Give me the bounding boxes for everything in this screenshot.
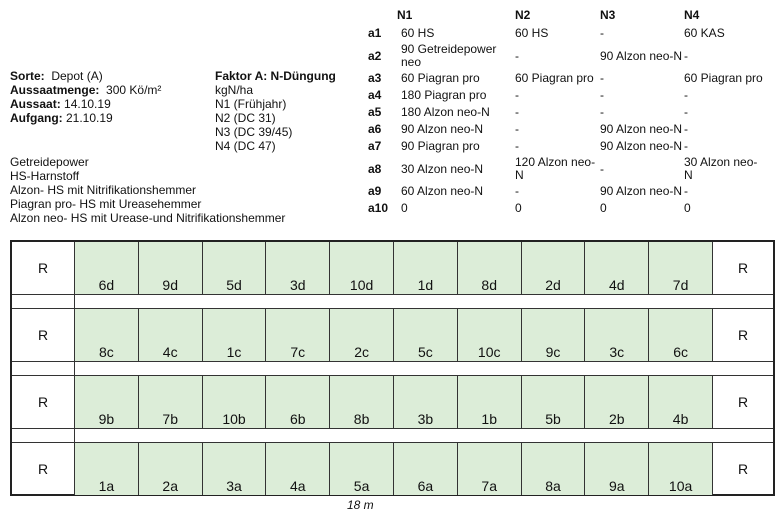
aussaatmenge-value: 300 Kö/m² <box>106 83 162 97</box>
field-width-label: 18 m <box>347 498 374 512</box>
cell-n3: 90 Alzon neo-N <box>600 139 683 153</box>
cell-n2: - <box>515 184 519 198</box>
plot-cell: 10a <box>649 443 713 495</box>
table-row <box>368 183 764 200</box>
table-row <box>368 42 764 70</box>
plot-cell: 9a <box>585 443 649 495</box>
plot-cell: 4a <box>266 443 330 495</box>
trial-info <box>10 69 161 125</box>
cell-n3: - <box>600 71 604 85</box>
row-key: a7 <box>368 139 382 153</box>
plot-cell: 8d <box>458 242 522 294</box>
row-key: a5 <box>368 105 382 119</box>
border-plot-right: R <box>712 242 773 294</box>
border-plot-right: R <box>712 309 773 361</box>
plot-cell: 6a <box>394 443 458 495</box>
cell-n1: 60 HS <box>401 26 435 40</box>
sorte-label: Sorte: <box>10 69 45 83</box>
plot-row <box>12 443 773 495</box>
plot-cell: 6b <box>266 376 330 428</box>
plot-cell: 5c <box>394 309 458 361</box>
cell-n1: 90 Getreidepower neo <box>401 42 497 69</box>
cell-n3: 90 Alzon neo-N <box>600 48 683 63</box>
cell-n4: - <box>684 184 688 198</box>
aussaat-value: 14.10.19 <box>64 97 111 111</box>
cell-n1: 60 Alzon neo-N <box>401 184 484 198</box>
fertilization-table <box>368 9 764 217</box>
row-key: a1 <box>368 26 382 40</box>
plot-cell: 10d <box>330 242 394 294</box>
table-row <box>368 104 764 121</box>
cell-n4: - <box>684 122 688 136</box>
cell-n2: - <box>515 88 519 102</box>
plot-cell: 8a <box>522 443 586 495</box>
plot-cell: 2c <box>330 309 394 361</box>
plot-cell: 10b <box>203 376 267 428</box>
cell-n1: 90 Alzon neo-N <box>401 122 484 136</box>
cell-n2: - <box>515 139 519 153</box>
plot-cell: 1d <box>394 242 458 294</box>
cell-n2: 120 Alzon neo-N <box>515 155 596 182</box>
plot-cell: 2b <box>585 376 649 428</box>
cell-n3: 0 <box>600 201 607 215</box>
path-gap-cell <box>12 294 75 309</box>
plot-cell: 6c <box>649 309 713 361</box>
plot-row <box>12 242 773 294</box>
aufgang-value: 21.10.19 <box>66 111 113 125</box>
plot-cell: 3a <box>203 443 267 495</box>
plot-cell: 4c <box>139 309 203 361</box>
cell-n3: - <box>600 105 604 119</box>
plot-row <box>12 376 773 428</box>
cell-n3: - <box>600 26 604 40</box>
table-row <box>368 200 764 217</box>
cell-n2: 60 HS <box>515 26 549 40</box>
path-gap <box>12 361 773 376</box>
plot-cell: 9c <box>522 309 586 361</box>
factor-line: N4 (DC 47) <box>215 139 276 153</box>
plot-cell: 2a <box>139 443 203 495</box>
header-n2: N2 <box>515 8 531 22</box>
plot-cell: 1a <box>75 443 139 495</box>
cell-n2: 60 Piagran pro <box>515 71 594 85</box>
legend-item: Piagran pro- HS mit Ureasehemmer <box>10 197 202 211</box>
factor-line: N3 (DC 39/45) <box>215 125 293 139</box>
legend-item: Alzon- HS mit Nitrifikationshemmer <box>10 183 197 197</box>
aussaatmenge-label: Aussaatmenge: <box>10 83 100 97</box>
path-gap <box>12 294 773 309</box>
header-n4: N4 <box>684 8 700 22</box>
sorte-value: Depot (A) <box>51 69 103 83</box>
table-row <box>368 155 764 183</box>
legend-item: Getreidepower <box>10 155 89 169</box>
border-plot-right: R <box>712 376 773 428</box>
cell-n2: - <box>515 105 519 119</box>
plot-cell: 3d <box>266 242 330 294</box>
path-gap-cell <box>12 361 75 376</box>
border-plot-left: R <box>12 443 75 495</box>
table-row <box>368 25 764 42</box>
path-gap <box>12 428 773 443</box>
table-header-row <box>368 9 764 25</box>
cell-n4: 60 Piagran pro <box>684 71 763 85</box>
header-n1: N1 <box>397 8 413 22</box>
table-row <box>368 138 764 155</box>
plot-cell: 7d <box>649 242 713 294</box>
plot-cell: 5a <box>330 443 394 495</box>
plot-cell: 2d <box>522 242 586 294</box>
plot-row <box>12 309 773 361</box>
plot-cell: 9d <box>139 242 203 294</box>
row-key: a8 <box>368 161 382 176</box>
plot-cell: 1b <box>458 376 522 428</box>
product-legend <box>10 155 285 225</box>
factor-title: Faktor A: N-Düngung <box>215 69 336 83</box>
plot-cell: 3c <box>585 309 649 361</box>
cell-n4: - <box>684 48 688 63</box>
cell-n3: 90 Alzon neo-N <box>600 122 683 136</box>
factor-unit: kgN/ha <box>215 83 254 97</box>
plot-cell: 7c <box>266 309 330 361</box>
aussaat-label: Aussaat: <box>10 97 61 111</box>
cell-n2: - <box>515 122 519 136</box>
row-key: a4 <box>368 88 382 102</box>
cell-n4: - <box>684 88 688 102</box>
factor-block <box>215 69 336 153</box>
cell-n4: - <box>684 105 688 119</box>
cell-n2: - <box>515 48 519 63</box>
legend-item: HS-Harnstoff <box>10 169 80 183</box>
table-row <box>368 70 764 87</box>
plot-cell: 4d <box>585 242 649 294</box>
cell-n1: 0 <box>401 201 408 215</box>
row-key: a9 <box>368 184 382 198</box>
field-plan <box>10 240 775 496</box>
table-row <box>368 87 764 104</box>
border-plot-right: R <box>712 443 773 495</box>
cell-n2: 0 <box>515 201 522 215</box>
cell-n1: 60 Piagran pro <box>401 71 480 85</box>
row-key: a2 <box>368 48 382 63</box>
table-row <box>368 121 764 138</box>
plot-cell: 3b <box>394 376 458 428</box>
cell-n3: 90 Alzon neo-N <box>600 184 683 198</box>
plot-cell: 1c <box>203 309 267 361</box>
plot-cell: 6d <box>75 242 139 294</box>
cell-n3: - <box>600 88 604 102</box>
plot-cell: 8c <box>75 309 139 361</box>
plot-cell: 8b <box>330 376 394 428</box>
plot-cell: 5d <box>203 242 267 294</box>
cell-n4: 0 <box>684 201 691 215</box>
border-plot-left: R <box>12 309 75 361</box>
factor-line: N1 (Frühjahr) <box>215 97 287 111</box>
cell-n1: 180 Alzon neo-N <box>401 105 490 119</box>
plot-cell: 5b <box>522 376 586 428</box>
cell-n1: 30 Alzon neo-N <box>401 161 484 176</box>
plot-cell: 9b <box>75 376 139 428</box>
aufgang-label: Aufgang: <box>10 111 63 125</box>
cell-n4: - <box>684 139 688 153</box>
cell-n3: - <box>600 161 604 176</box>
plot-cell: 7a <box>458 443 522 495</box>
row-key: a10 <box>368 201 389 215</box>
row-key: a6 <box>368 122 382 136</box>
cell-n4: 60 KAS <box>684 26 725 40</box>
cell-n1: 90 Piagran pro <box>401 139 480 153</box>
border-plot-left: R <box>12 242 75 294</box>
border-plot-left: R <box>12 376 75 428</box>
cell-n4: 30 Alzon neo-N <box>684 155 758 182</box>
plot-cell: 10c <box>458 309 522 361</box>
factor-line: N2 (DC 31) <box>215 111 276 125</box>
plot-cell: 7b <box>139 376 203 428</box>
header-n3: N3 <box>600 8 616 22</box>
plot-cell: 4b <box>649 376 713 428</box>
cell-n1: 180 Piagran pro <box>401 88 487 102</box>
legend-item: Alzon neo- HS mit Urease-und Nitrifikationshemmer <box>10 211 286 225</box>
row-key: a3 <box>368 71 382 85</box>
path-gap-cell <box>12 428 75 443</box>
